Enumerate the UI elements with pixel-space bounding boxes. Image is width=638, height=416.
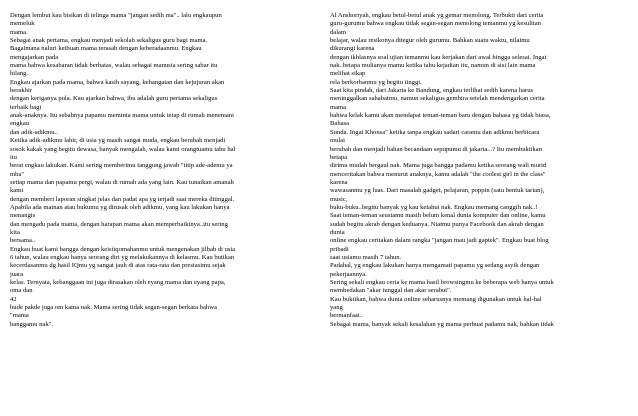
left-column-line: anak-anaknya. Itu sebabnya papamu meminta mama untuk tetap di rumah menemani xyxy=(10,112,234,120)
left-column-line: Ketika adik-adikmu lahir, di usia yg masih sangat muda, engkau berubah menjadi xyxy=(10,137,226,145)
right-column-line: mulai xyxy=(330,137,346,145)
left-column-line: oma dan xyxy=(10,287,33,295)
right-column-line: belajar, walau resikonya ditegur oleh gurumu. Bahkan suatu waktu, nilaimu xyxy=(330,37,530,45)
right-column-line: meninggalkan sahabatmu, namun sekaligus gembira setelah mendengarkan cerita xyxy=(330,95,545,103)
left-column-line: Sebagai anak pertama, engkau menjadi sekolah sekaligus guru bagi mama. xyxy=(10,37,208,45)
right-column-line: nak..betapa mulianya mamu ketika tahu kejadian itu, namun di sisi lain mama xyxy=(330,62,536,70)
right-column-line: karena xyxy=(330,178,348,186)
right-column-line: Sebagai mama, banyak sekali kesalahan yg mama perbuat padamu nak, bahkan tidak xyxy=(330,320,554,328)
left-column-line: dan adik-adikmu.. xyxy=(10,128,58,136)
right-column-line: Kau buktikan, bahwa dunia online seharusnya memang digunakan untuk hal-hal xyxy=(330,295,542,303)
right-column-line: rela berkorbanmu yg begitu tinggi. xyxy=(330,78,422,86)
left-column-line: mama bahwa kesabaran tidak berbatas, walau sebagai manusia sering sabar itu xyxy=(10,62,218,70)
right-column-line: bahwa kelak kamu akan mendapat teman-teman baru dengan bahasa yg tidak biasa, xyxy=(330,112,551,120)
left-column-line: 42 xyxy=(10,295,17,303)
right-column-line: dengan ikhlasnya soal ujian temanmu kau kerjakan dari awal hingga selesai. Ingat xyxy=(330,53,547,61)
left-column-line: bude pakde juga om kama nak. Mama sering tidak segan-segan berkata bahwa xyxy=(10,304,217,312)
right-column-line: mama xyxy=(330,103,347,111)
left-column-line: Dengan lembut kau bisikan di telinga mama "jangan sedih ma".. lalu engkaupun xyxy=(10,12,222,19)
right-column-line: guru-gurumu bahwa engkau tidak segan-segan menolong temanmu yg kesulitan xyxy=(330,20,541,28)
right-column-line: pekerjaannya. xyxy=(330,270,367,278)
right-column-line: Saat kita pindah, dari Jakarta ke Bandung, engkau terlihat sedih karena harus xyxy=(330,87,534,95)
left-column-line: mengajarkan pada xyxy=(10,53,59,61)
left-column-line: Bagaimana naluri keibuan mama terasah dengan keberadaanmu. Engkau xyxy=(10,45,202,53)
left-column-line: kelas. Ternyata, kebanggaan ini juga dirasakan oleh eyang mama dan eyang papa, xyxy=(10,279,226,286)
right-column-line: saat usiamu masih 7 tahun. xyxy=(330,253,402,261)
left-column-line: sosok kakak yang begitu dewasa, banyak mengalah, walau kami orangtuamu tahu hal xyxy=(10,145,236,153)
left-column-line: itu xyxy=(10,153,17,161)
right-column-line: berubah dan menjadi bahan becandaan sepupumu di jakarta...? Itu membuktikan xyxy=(330,145,543,153)
left-column-line: 6 tahun, walau engkau hanya seorang diri yg melakukannya di kelasmu. Kau butikan xyxy=(10,253,235,261)
left-column-line: hilang. xyxy=(10,70,29,78)
right-column-line: melihat sikap xyxy=(330,70,366,78)
left-column-line: Apabila ada mainan atau bukumu yg dirusak oleh adikmu, yang kau lakukan hanya xyxy=(10,203,230,211)
left-column-line: Engkau buat kami bangga dengan keistiqomahanmu untuk mengenakan jilbab di usia xyxy=(10,245,236,253)
right-column-line: sudah begitu akrab dengan keduanya. Niatmu punya Facebook dan akrab dengan xyxy=(330,220,544,228)
right-column-line: yang xyxy=(330,304,343,312)
left-column-line: dan mengadu pada mama, dengan harapan mama akan memperbaikinya..itu sering xyxy=(10,220,228,228)
left-column-line: "mama xyxy=(10,312,29,320)
right-column-line: pribadi xyxy=(330,245,349,253)
left-column-line: terbaik bagi xyxy=(10,103,42,111)
right-column-line: online engkau ceritakan dalam rangka "jangan mau jadi gaptek". Engkau buat blog xyxy=(330,237,549,245)
left-column-line: bersama.. xyxy=(10,237,36,245)
left-column-line: mba" xyxy=(10,170,25,178)
right-column-line: dirimu mudah bergaul nak. Mama juga bangga padamu ketika seorang wali murid xyxy=(330,162,547,170)
left-column-line: juara xyxy=(10,270,24,278)
right-column-line: buku-buku..begitu banyak yg kau ketahui nak. Engkau memang canggih nak..! xyxy=(330,203,538,211)
left-column-line: setiap mama dan papamu pergi, walau di rumah ada yang lain. Kau tunaikan amanah xyxy=(10,178,234,186)
right-column-line: Bahasa xyxy=(330,120,350,128)
left-column-line: menangis xyxy=(10,212,36,220)
right-column-line: Sunda. Ingat Khonsa" ketika tanpa engkau sadari caramu dan adikmu berbicara xyxy=(330,128,540,136)
right-column-line: wawasanmu yg luas. Dari masalah gadget, pelajaran, poppin (satu bentuk tarian), xyxy=(330,187,545,195)
right-column-line: Saat teman-teman seusiamu masih belum kenal dunia komputer dan online, kamu xyxy=(330,212,546,220)
right-column-line: Padahal, yg engkau lakukan hanya mengamati papamu yg sedang asyik dengan xyxy=(330,262,540,270)
left-column-line: berakhir xyxy=(10,87,32,95)
right-column-line: Sering sekali engkau ceria ke mama hasil browsingmu ke beberapa web hanya untuk xyxy=(330,279,554,286)
right-column-line: music, xyxy=(330,195,348,203)
right-column-line: dalam xyxy=(330,28,347,36)
left-column-line: banggamu nak". xyxy=(10,320,53,328)
right-column-line: betapa xyxy=(330,153,348,161)
left-column-line: kita xyxy=(10,228,20,236)
left-text-column xyxy=(10,12,306,329)
right-column-line: dikurangi karena xyxy=(330,45,375,53)
left-column-line: engkau xyxy=(10,120,30,128)
left-column-line: dengan keriganya pula. Kau ajarkan bahwa, ibu adalah guru pertama sekaligus xyxy=(10,95,218,103)
left-column-line: kami xyxy=(10,187,24,195)
right-column-line: menceritakan bahwa menurut anaknya, kamu adalah "the coolest girl in the class" xyxy=(330,170,546,178)
left-column-line: dengan memberi laporan singkat jelas dan padat apa yg terjadi saat mereka ditinggal. xyxy=(10,195,235,203)
right-column-line: bermanfaat.. xyxy=(330,312,363,320)
right-column-line: Al Anshoriyah, engkau betul-betul anak yg gemar menolong. Terbukti dari cerita xyxy=(330,12,544,19)
left-column-line: berat engkau lakukan. Kami sering memberimu tanggung jawab "titip ade-ademu ya xyxy=(10,162,233,170)
right-column-line: membedakan "akar tunggal dan akar serabut". xyxy=(330,287,452,295)
left-column-line: Engkau ajarkan pada mama, bahwa kasih sayang, kehangatan dan kejujuran akan xyxy=(10,78,225,86)
right-column-line: dunia xyxy=(330,228,345,236)
left-column-line: mama. xyxy=(10,28,28,36)
left-column-line: kecerdasanmu dg hasil IQmu yg sangat jauh di atas rata-rata dan prestasimu sejak xyxy=(10,262,226,270)
right-text-column xyxy=(330,12,630,329)
left-column-line: memeluk xyxy=(10,20,35,28)
